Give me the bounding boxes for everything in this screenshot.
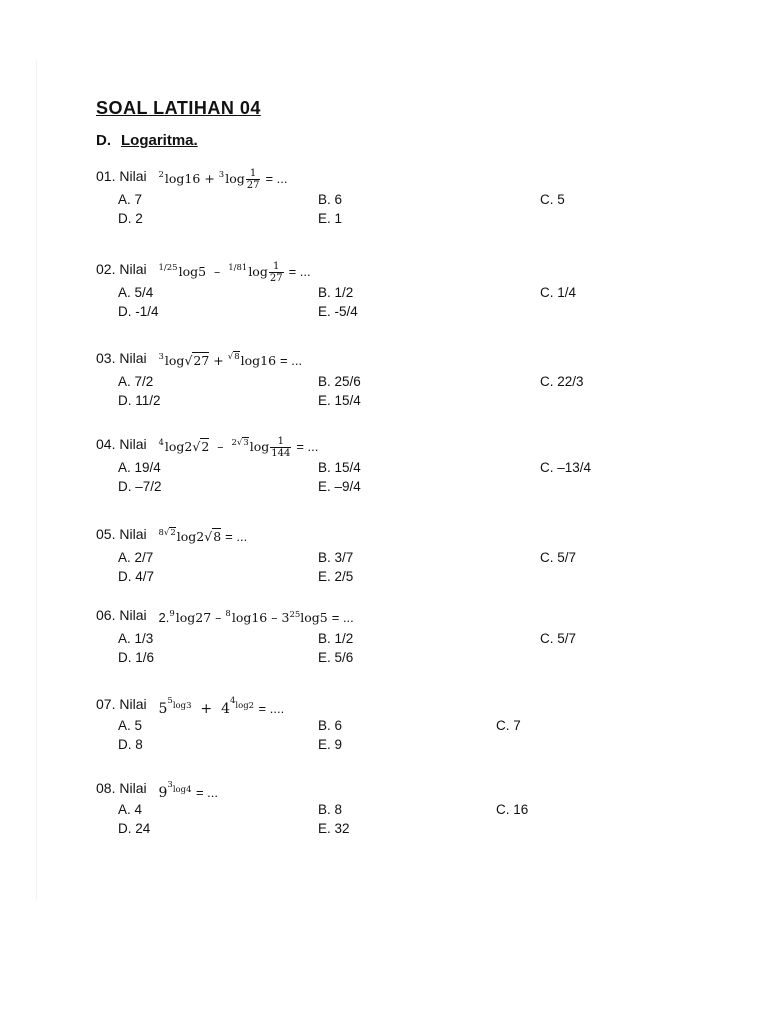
- question-expression: $5^{^5log3} + 4^{^4log2}$ = ....: [158, 696, 285, 717]
- option-a[interactable]: A. 7/2: [118, 374, 154, 389]
- option-e[interactable]: E. 5/6: [318, 650, 354, 665]
- worksheet-title: SOAL LATIHAN 04: [96, 98, 261, 118]
- answer-options: [96, 716, 696, 754]
- option-e[interactable]: E. 9: [318, 737, 343, 752]
- option-d[interactable]: D. 2: [118, 211, 143, 226]
- question-05: [96, 518, 696, 586]
- question-stem: [96, 253, 696, 283]
- answer-options: [96, 629, 696, 667]
- question-number: 04.: [96, 435, 116, 452]
- option-b[interactable]: B. 6: [318, 192, 343, 207]
- question-expression: $^{1/25}$log5 – $^{1/81}$log $\frac{1}{27}$ = ...: [158, 261, 311, 284]
- question-01: [96, 160, 696, 228]
- option-a[interactable]: A. 4: [118, 802, 143, 817]
- question-02: [96, 253, 696, 321]
- option-e[interactable]: E. 32: [318, 821, 350, 836]
- option-b[interactable]: B. 15/4: [318, 460, 361, 475]
- fraction: $\frac{1}{27}$: [246, 168, 260, 191]
- question-expression: $^{8√2}$log2√8 = ...: [158, 528, 248, 544]
- option-d[interactable]: D. 4/7: [118, 569, 155, 584]
- question-stem: [96, 160, 696, 190]
- question-stem: [96, 770, 696, 800]
- fraction: $\frac{1}{27}$: [269, 261, 283, 284]
- question-number: 03.: [96, 349, 116, 366]
- question-number: 02.: [96, 260, 116, 277]
- option-c[interactable]: C. 7: [496, 718, 521, 733]
- question-prefix: Nilai: [119, 260, 147, 277]
- question-prefix: Nilai: [119, 525, 147, 542]
- option-c[interactable]: C. 22/3: [540, 374, 584, 389]
- question-number: 07.: [96, 695, 116, 712]
- question-06: [96, 599, 696, 667]
- option-c[interactable]: C. 5/7: [540, 550, 577, 565]
- option-e[interactable]: E. –9/4: [318, 479, 361, 494]
- question-prefix: Nilai: [119, 435, 147, 452]
- page-edge-line: [36, 60, 37, 900]
- option-e[interactable]: E. 15/4: [318, 393, 361, 408]
- option-b[interactable]: B. 3/7: [318, 550, 354, 565]
- option-e[interactable]: E. 2/5: [318, 569, 354, 584]
- option-b[interactable]: B. 6: [318, 718, 343, 733]
- option-d[interactable]: D. 8: [118, 737, 143, 752]
- question-stem: [96, 518, 696, 548]
- option-e[interactable]: E. -5/4: [318, 304, 358, 319]
- answer-options: [96, 458, 696, 496]
- option-a[interactable]: A. 2/7: [118, 550, 154, 565]
- option-b[interactable]: B. 1/2: [318, 285, 354, 300]
- question-number: 05.: [96, 525, 116, 542]
- option-c[interactable]: C. 5/7: [540, 631, 577, 646]
- question-prefix: Nilai: [119, 695, 147, 712]
- option-c[interactable]: C. 1/4: [540, 285, 577, 300]
- option-a[interactable]: A. 7: [118, 192, 143, 207]
- question-prefix: Nilai: [119, 167, 147, 184]
- question-prefix: Nilai: [119, 349, 147, 366]
- question-expression: $^3$log√27 + $^{√8}$log16 = ...: [158, 352, 303, 368]
- fraction: $\frac{1}{144}$: [271, 436, 291, 459]
- option-a[interactable]: A. 1/3: [118, 631, 154, 646]
- question-stem: [96, 599, 696, 629]
- answer-options: [96, 190, 696, 228]
- option-c[interactable]: C. 5: [540, 192, 565, 207]
- question-number: 01.: [96, 167, 116, 184]
- answer-options: [96, 548, 696, 586]
- option-d[interactable]: D. 24: [118, 821, 151, 836]
- question-expression: $^2$log16 + $^3$log $\frac{1}{27}$ = ...: [158, 168, 288, 191]
- answer-options: [96, 800, 696, 838]
- question-number: 06.: [96, 606, 116, 623]
- question-03: [96, 342, 696, 410]
- option-b[interactable]: B. 8: [318, 802, 343, 817]
- question-stem: [96, 342, 696, 372]
- question-expression: $2.^9\log 27 - ^8\log 16 - 3^{25}\log 5$ = ...: [158, 609, 354, 625]
- answer-options: [96, 372, 696, 410]
- section-letter: D.: [96, 132, 111, 149]
- option-a[interactable]: A. 5: [118, 718, 143, 733]
- question-stem: [96, 428, 696, 458]
- question-04: [96, 428, 696, 496]
- option-d[interactable]: D. -1/4: [118, 304, 159, 319]
- option-d[interactable]: D. 11/2: [118, 393, 161, 408]
- answer-options: [96, 283, 696, 321]
- option-e[interactable]: E. 1: [318, 211, 343, 226]
- option-a[interactable]: A. 5/4: [118, 285, 154, 300]
- option-b[interactable]: B. 1/2: [318, 631, 354, 646]
- option-c[interactable]: C. –13/4: [540, 460, 592, 475]
- question-number: 08.: [96, 779, 116, 796]
- question-prefix: Nilai: [119, 606, 147, 623]
- option-b[interactable]: B. 25/6: [318, 374, 361, 389]
- option-c[interactable]: C. 16: [496, 802, 529, 817]
- question-expression: $^4$log2√2 – $^{2√3}$log $\frac{1}{144}$ = ...: [158, 436, 319, 459]
- question-07: [96, 686, 696, 754]
- question-08: [96, 770, 696, 838]
- option-d[interactable]: D. 1/6: [118, 650, 155, 665]
- section-heading: [96, 132, 198, 149]
- option-a[interactable]: A. 19/4: [118, 460, 161, 475]
- section-name: Logaritma.: [121, 132, 198, 149]
- question-prefix: Nilai: [119, 779, 147, 796]
- question-expression: $9^{^3log4}$ = ...: [158, 780, 219, 801]
- option-d[interactable]: D. –7/2: [118, 479, 162, 494]
- question-stem: [96, 686, 696, 716]
